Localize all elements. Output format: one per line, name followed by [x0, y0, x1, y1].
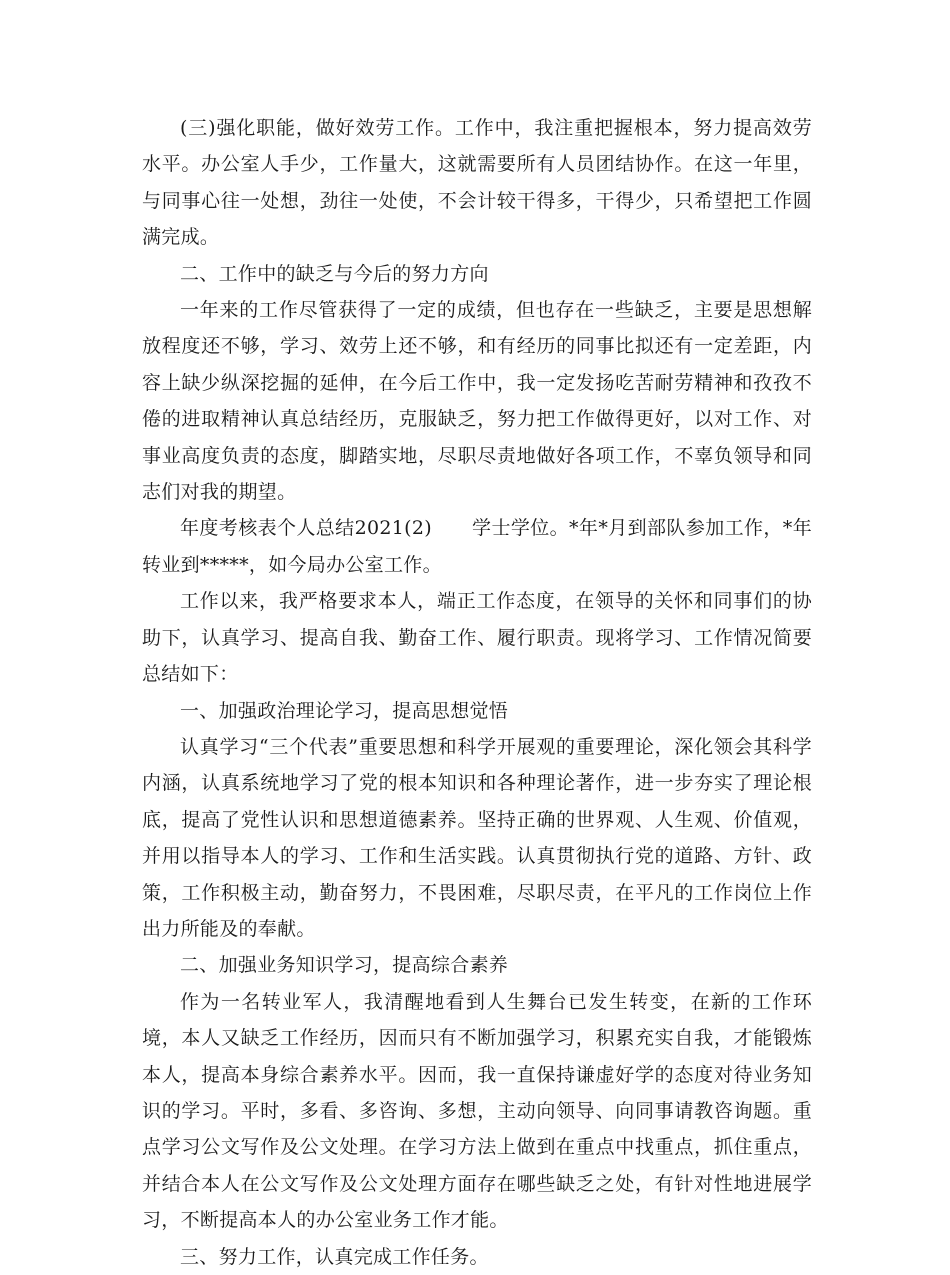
paragraph-service-work: (三)强化职能，做好效劳工作。工作中，我注重把握根本，努力提高效劳水平。办公室人手少，工作量大，这就需要所有人员团结协作。在这一年里，与同事心往一处想，劲往一处使，不会计较干得多，干得少，只希望把工作圆满完成。	[142, 117, 812, 249]
paragraph-background: 学士学位。*年*月到部队参加工作，*年转业到*****，如今局办公室工作。	[142, 517, 812, 576]
paragraph-political-study: 认真学习“三个代表”重要思想和科学开展观的重要理论，深化领会其科学内涵，认真系统地学习了党的根本知识和各种理论著作，进一步夯实了理论根底，提高了党性认识和思想道德素养。坚持正确的世界观、人生观、价值观，并用以指导本人的学习、工作和生活实践。认真贯彻执行党的道路、方针、政策，工作积极主动，勤奋努力，不畏困难，尽职尽责，在平凡的工作岗位上作出力所能及的奉献。	[142, 735, 812, 940]
section-heading-shortcomings: 二、工作中的缺乏与今后的努力方向	[180, 262, 489, 285]
document-title-inline: 年度考核表个人总结2021(2)	[180, 517, 432, 540]
paragraph-annual-summary-heading	[142, 510, 812, 583]
paragraph-work-attitude: 工作以来，我严格要求本人，端正工作态度，在领导的关怀和同事们的协助下，认真学习、提高自我、勤奋工作、履行职责。现将学习、工作情况简要总结如下：	[142, 590, 812, 686]
paragraph-shortcomings: 一年来的工作尽管获得了一定的成绩，但也存在一些缺乏，主要是思想解放程度还不够，学习、效劳上还不够，和有经历的同事比拟还有一定差距，内容上缺少纵深挖掘的延伸，在今后工作中，我一定发扬吃苦耐劳精神和孜孜不倦的进取精神认真总结经历，克服缺乏，努力把工作做得更好，以对工作、对事业高度负责的态度，脚踏实地，尽职尽责地做好各项工作，不辜负领导和同志们对我的期望。	[142, 299, 812, 504]
section-heading-work-tasks: 三、努力工作，认真完成工作任务。	[180, 1245, 489, 1268]
document-body	[142, 110, 812, 1275]
section-heading-political-study: 一、加强政治理论学习，提高思想觉悟	[180, 699, 509, 722]
section-heading-business-study: 二、加强业务知识学习，提高综合素养	[180, 954, 509, 977]
paragraph-business-study: 作为一名转业军人，我清醒地看到人生舞台已发生转变，在新的工作环境，本人又缺乏工作经历，因而只有不断加强学习，积累充实自我，才能锻炼本人，提高本身综合素养水平。因而，我一直保持谦虚好学的态度对待业务知识的学习。平时，多看、多咨询、多想，主动向领导、向同事请教咨询题。重点学习公文写作及公文处理。在学习方法上做到在重点中找重点，抓住重点，并结合本人在公文写作及公文处理方面存在哪些缺乏之处，有针对性地进展学习，不断提高本人的办公室业务工作才能。	[142, 990, 812, 1232]
